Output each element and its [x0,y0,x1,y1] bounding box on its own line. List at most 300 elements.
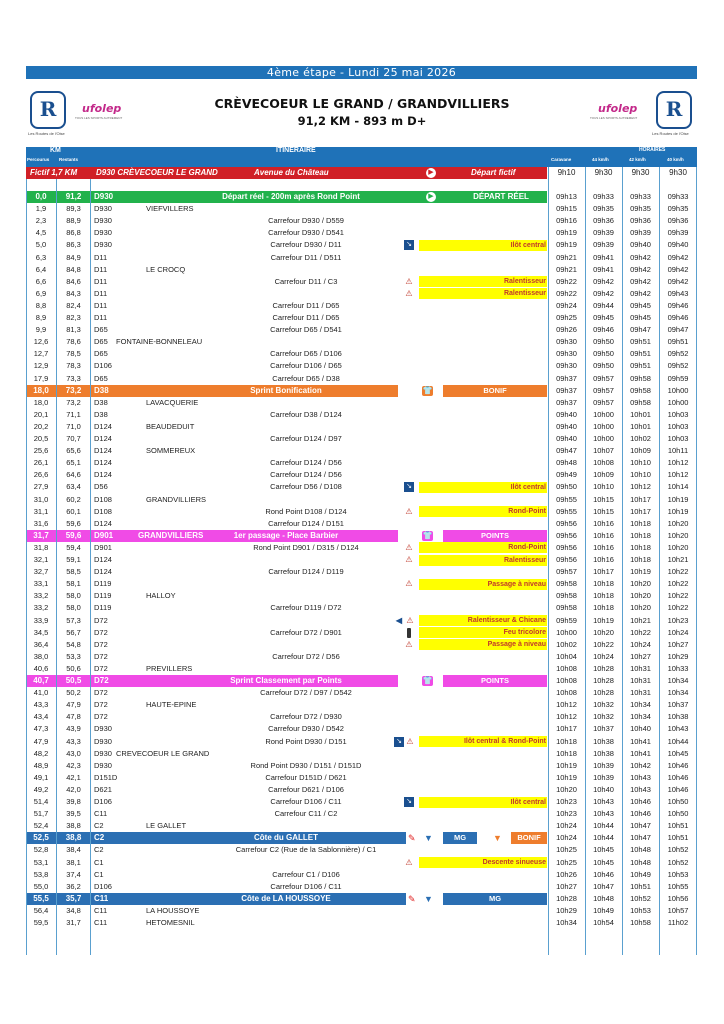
time-44kmh: 10h16 [593,542,614,552]
km-restants: 34,8 [66,905,81,915]
hazard-note: Ilôt central [419,240,547,251]
time-42kmh: 10h47 [630,833,651,843]
time-caravane: 10h25 [556,845,577,855]
km-restants: 38,1 [66,857,81,867]
time-42kmh: 09h58 [630,385,651,395]
time-42kmh: 09h42 [630,288,651,298]
bonif-box: BONIF [511,832,547,844]
km-restants: 31,7 [66,918,81,927]
km-restants: 47,8 [66,712,81,722]
km-restants: 43,0 [66,748,81,758]
time-42kmh: 10h20 [630,591,651,601]
time-40kmh: 10h46 [667,772,689,782]
km-percourus: 51,7 [33,809,49,819]
time-42kmh: 10h46 [630,797,651,806]
time-44kmh: 10h54 [593,918,614,927]
road-code: D11 [94,264,108,274]
road-code: D65 [94,325,108,335]
time-44kmh: 09h44 [593,300,614,310]
time-44kmh: 10h43 [593,797,614,806]
time-caravane: 10h08 [556,676,577,685]
warning-triangle-icon: ⚠ [406,615,414,625]
itinerary-label: Sprint Bonification [250,385,322,395]
time-caravane: 10h18 [556,736,577,746]
km-percourus: 43,4 [33,712,49,722]
road-code: D124 [94,555,112,564]
time-40kmh: 10h03 [667,409,689,419]
time-40kmh: 09h59 [667,373,689,383]
time-44kmh: 10h18 [593,603,614,613]
time-44kmh: 10h16 [593,518,614,528]
table-row [26,651,697,663]
locality: GRANDVILLIERS [138,530,204,540]
km-restants: 73,2 [65,385,82,395]
time-42kmh: 09h47 [630,325,651,335]
speed44-header: 44 km/h [592,157,609,162]
time-caravane: 10h26 [556,869,577,879]
itinerary-label: Carrefour D930 / D559 [268,216,344,226]
km-restants: 42,1 [66,772,81,782]
km-percourus: 48,9 [33,760,49,770]
itinerary-label: Carrefour D930 / D542 [268,724,344,734]
time-42kmh: 10h12 [630,482,651,492]
time-40kmh: 10h52 [667,857,689,867]
time-42kmh: 09h45 [630,313,651,322]
road-code: C11 [94,905,108,915]
km-percourus: 4,5 [35,228,47,238]
time-40kmh: 10h34 [667,676,689,685]
km-restants: 53,3 [66,651,81,661]
km-restants: 38,8 [66,821,81,831]
km-restants: 84,3 [66,288,81,298]
km-restants: 91,2 [65,192,82,201]
central-island-icon: ↘ [394,737,404,747]
table-row [26,723,697,735]
itinerary-label: Carrefour D11 / D511 [270,252,342,262]
time-caravane: 09h47 [556,446,577,456]
road-code: D124 [94,434,112,443]
table-row [26,590,697,602]
table-row [26,481,697,493]
time-caravane: 10h12 [556,700,577,710]
km-restants: 58,0 [66,591,81,601]
warning-triangle-icon: ⚠ [405,639,413,649]
road-code: D108 [94,506,112,516]
km-restants: 84,6 [66,276,81,286]
time-caravane: 09h40 [556,409,577,419]
table-row [26,227,697,239]
road-code: D930 [94,724,112,734]
itinerary-label: Rond Point D901 / D315 / D124 [253,542,359,552]
road-code: D151D [94,772,118,782]
time-40kmh: 10h50 [667,809,689,819]
table-row [26,566,697,578]
road-code: D124 [94,470,112,480]
time-44kmh: 09h50 [593,361,614,371]
hazard-note: Descente sinueuse [419,857,547,868]
road-code: D38 [94,385,109,395]
time-40kmh: 10h44 [667,736,689,746]
time-40kmh: 10h38 [667,712,689,722]
km-percourus: 2,3 [35,216,47,226]
time-42kmh: 10h02 [630,434,651,443]
time-44kmh: 10h09 [593,470,614,480]
time-44kmh: 10h16 [593,555,614,564]
table-row [26,844,697,856]
time-caravane: 09h57 [556,567,577,577]
climb-icon: ✎ [408,893,416,904]
logo-right: R [656,91,692,129]
itinerary-label: Carrefour D124 / D119 [268,567,344,577]
road-code: D930 [94,736,112,746]
table-row [26,760,697,772]
time-caravane: 09h56 [556,542,577,552]
hazard-note: Ilôt central [419,482,547,493]
table-row [26,348,697,360]
fictif-km: Fictif 1,7 KM [30,168,78,177]
km-restants: 43,3 [66,736,81,746]
road-code: D72 [94,712,108,722]
time-42kmh: 10h43 [630,772,651,782]
time-42kmh: 09h39 [630,228,651,238]
locality: GRANDVILLIERS [146,494,207,504]
locality: HAUTE-EPINE [146,700,197,710]
time-caravane: 10h17 [556,724,577,734]
road-code: D930 [94,760,112,770]
time-44kmh: 10h49 [593,905,614,915]
horaires-header: HORAIRES [639,147,666,153]
time-42kmh: 10h34 [630,712,651,722]
classification-box: BONIF [443,385,547,397]
table-row [26,409,697,421]
km-restants: 60,1 [66,506,81,516]
itinerary-label: Carrefour D106 / D65 [270,361,342,371]
table-row [26,905,697,917]
time-caravane: 09h50 [556,482,577,492]
road-code: D124 [94,458,112,468]
road-code: D11 [94,276,108,286]
time-44kmh: 09h57 [593,373,614,383]
itinerary-label: Rond Point D930 / D151 [265,736,347,746]
itinerary-label: Carrefour D11 / D65 [272,313,340,322]
time-40kmh: 10h45 [667,748,689,758]
road-code: D65 [94,349,108,359]
time-44kmh: 09h45 [593,313,614,322]
km-restants: 64,6 [66,470,81,480]
table-row [26,506,697,518]
road-code: D72 [94,639,108,649]
locality: SOMMEREUX [146,446,196,456]
table-row [26,518,697,530]
fictif-row [26,167,697,179]
km-header: KM [50,147,61,154]
time-42kmh: 10h24 [630,639,651,649]
itinerary-label: Carrefour D56 / D108 [270,482,342,492]
col-divider [90,179,91,955]
km-restants: 38,8 [65,833,82,843]
km-restants: 47,9 [66,700,81,710]
central-island-icon: ↘ [404,797,414,807]
km-restants: 50,2 [66,688,81,698]
road-code: D11 [94,313,108,322]
table-row [26,602,697,614]
time-40kmh: 09h42 [667,276,689,286]
km-percourus: 52,8 [33,845,49,855]
percourus-header: Percourus [27,157,50,162]
km-restants: 39,8 [66,797,81,806]
itinerary-label: Carrefour D106 / C11 [270,797,342,806]
time-caravane: 09h30 [556,337,577,347]
time-42kmh: 09h51 [630,349,651,359]
time-caravane: 09h19 [556,240,577,250]
warning-triangle-icon: ⚠ [405,288,413,298]
time-42kmh: 10h48 [630,845,651,855]
km-restants: 42,0 [66,784,81,794]
km-percourus: 6,9 [35,288,47,298]
itinerary-label: Carrefour D11 / C3 [274,276,338,286]
time-44kmh: 10h15 [593,506,614,516]
km-percourus: 0,0 [35,192,47,201]
page-title: CRÈVECOEUR LE GRAND / GRANDVILLIERS [214,96,510,111]
time-44kmh: 10h19 [593,615,614,625]
time-caravane: 09h24 [556,300,577,310]
fictif-time-caravane: 9h10 [557,168,576,177]
hazard-note: Ilôt central & Rond-Point [419,736,547,747]
time-44kmh: 10h15 [593,494,614,504]
km-percourus: 31,0 [33,494,49,504]
km-restants: 58,1 [66,579,81,589]
road-code: D72 [94,700,108,710]
time-44kmh: 10h40 [593,784,614,794]
km-restants: 56,7 [66,627,81,637]
km-restants: 78,3 [66,361,81,371]
road-code: D72 [94,663,108,673]
time-44kmh: 10h38 [593,736,614,746]
time-44kmh: 09h50 [593,349,614,359]
ufolep-tagline-right: TOUS LES SPORTS AUTREMENT [590,116,638,120]
caravane-header: Caravane [551,157,572,162]
time-44kmh: 09h39 [593,228,614,238]
time-44kmh: 09h42 [593,288,614,298]
km-restants: 38,4 [66,845,81,855]
road-code: D65 [94,337,108,347]
km-restants: 73,3 [66,373,81,383]
road-code: C11 [94,809,108,819]
time-42kmh: 10h52 [630,893,651,903]
classification-box: MG [443,893,547,905]
km-percourus: 56,4 [33,905,49,915]
time-40kmh: 10h19 [667,494,689,504]
time-40kmh: 10h19 [667,506,689,516]
fictif-time-40: 9h30 [669,168,687,177]
warning-triangle-icon: ⚠ [405,857,413,867]
table-row [26,433,697,445]
time-40kmh: 09h43 [667,288,689,298]
km-percourus: 43,3 [33,700,49,710]
km-percourus: 1,9 [35,204,47,214]
km-restants: 39,5 [66,809,81,819]
fictif-label: Départ fictif [471,168,516,177]
hazard-note: Passage à niveau [419,579,547,590]
time-caravane: 09h21 [556,264,577,274]
time-40kmh: 10h00 [667,397,689,407]
km-percourus: 6,3 [35,252,47,262]
road-code: D124 [94,567,112,577]
time-42kmh: 10h31 [630,663,651,673]
time-40kmh: 10h52 [667,845,689,855]
time-40kmh: 10h22 [667,567,689,577]
time-40kmh: 10h51 [667,821,689,831]
itinerary-label: Carrefour D930 / D11 [270,240,342,250]
table-row [26,772,697,784]
time-44kmh: 09h41 [593,264,614,274]
km-percourus: 5,0 [35,240,47,250]
time-caravane: 10h23 [556,797,577,806]
time-44kmh: 10h46 [593,869,614,879]
km-percourus: 41,0 [33,688,49,698]
time-caravane: 09h56 [556,518,577,528]
time-40kmh: 09h52 [667,349,689,359]
time-caravane: 09h40 [556,434,577,443]
fictif-street: Avenue du Château [254,168,329,177]
time-40kmh: 09h42 [667,252,689,262]
table-row [26,711,697,723]
time-40kmh: 10h20 [667,530,689,540]
itinerary-label: Carrefour C11 / C2 [274,809,338,819]
time-42kmh: 10h18 [630,518,651,528]
time-42kmh: 10h41 [630,736,651,746]
itinerary-label: Carrefour D72 / D97 / D542 [260,688,352,698]
table-row [26,336,697,348]
time-42kmh: 09h40 [630,240,651,250]
table-row [26,312,697,324]
table-header [26,147,697,167]
time-caravane: 10h19 [556,760,577,770]
km-percourus: 12,6 [33,337,49,347]
hazard-note: Ilôt central [419,797,547,808]
time-40kmh: 09h42 [667,264,689,274]
hazard-note: Feu tricolore [419,627,547,638]
col-divider [56,179,57,955]
km-percourus: 55,5 [33,893,49,903]
time-44kmh: 10h00 [593,421,614,431]
time-42kmh: 10h22 [630,627,651,637]
time-caravane: 10h12 [556,712,577,722]
km-percourus: 33,9 [33,615,49,625]
km-percourus: 17,9 [33,373,49,383]
ufolep-logo-right: ufolep [598,102,638,115]
km-percourus: 52,4 [33,821,49,831]
classification-box: POINTS [443,675,547,687]
table-row [26,663,697,675]
km-restants: 73,2 [66,397,81,407]
km-percourus: 20,2 [33,421,49,431]
play-icon: ▶ [426,192,436,202]
box-label: DÉPART RÉEL [473,192,529,201]
km-restants: 59,6 [66,518,81,528]
road-code: D901 [94,542,112,552]
itinerary-label: Carrefour D151D / D621 [265,772,347,782]
time-40kmh: 10h21 [667,555,689,564]
time-40kmh: 10h50 [667,797,689,806]
time-44kmh: 10h44 [593,833,614,843]
time-40kmh: 09h35 [667,204,689,214]
classification-box: POINTS [443,530,547,542]
km-percourus: 6,4 [35,264,47,274]
locality: LE GALLET [146,821,187,831]
time-40kmh: 10h43 [667,724,689,734]
time-caravane: 09h49 [556,470,577,480]
time-44kmh: 10h47 [593,881,614,891]
table-row [26,203,697,215]
time-caravane: 10h00 [556,627,577,637]
col-divider [659,167,660,955]
itinerary-label: Carrefour D72 / D901 [270,627,342,637]
locality: BEAUDEDUIT [146,421,195,431]
time-44kmh: 10h10 [593,482,614,492]
time-40kmh: 09h40 [667,240,689,250]
km-restants: 81,3 [66,325,81,335]
col-divider [26,179,27,955]
km-restants: 78,6 [66,337,81,347]
time-40kmh: 10h11 [667,446,689,456]
road-code: D72 [94,676,109,685]
road-code: C11 [94,893,109,903]
col-divider [622,167,623,955]
warning-triangle-icon: ⚠ [405,276,413,286]
time-44kmh: 09h46 [593,325,614,335]
warning-triangle-icon: ⚠ [405,555,413,564]
km-restants: 88,9 [66,216,81,226]
time-40kmh: 09h33 [667,192,689,201]
km-percourus: 31,7 [33,530,49,540]
road-code: D38 [94,409,108,419]
time-44kmh: 10h48 [593,893,614,903]
time-caravane: 09h22 [556,276,577,286]
time-40kmh: 10h14 [667,482,689,492]
km-restants: 89,3 [66,204,81,214]
km-percourus: 12,7 [33,349,49,359]
table-row [26,252,697,264]
time-caravane: 09h15 [556,204,577,214]
warning-triangle-icon: ⚠ [406,736,414,746]
time-42kmh: 10h34 [630,700,651,710]
road-code: D901 [94,530,114,540]
climb-icon: ✎ [408,833,416,844]
central-island-icon: ↘ [404,240,414,250]
km-restants: 60,2 [66,494,81,504]
table-row [26,288,697,300]
fictif-road-town: D930 CRÈVECOEUR LE GRAND [96,168,218,177]
time-42kmh: 10h47 [630,821,651,831]
road-code: D72 [94,627,108,637]
logo-left-caption: Les Routes de l'Oise [28,131,65,136]
road-code: D65 [94,373,108,383]
time-42kmh: 10h58 [630,918,651,927]
time-44kmh: 10h28 [593,676,614,685]
km-restants: 58,0 [66,603,81,613]
km-percourus: 18,0 [33,385,49,395]
time-42kmh: 10h20 [630,603,651,613]
table-row [26,191,697,203]
itineraire-header: ITINERAIRE [276,147,316,154]
road-code: D56 [94,482,108,492]
time-40kmh: 10h24 [667,627,689,637]
km-percourus: 33,2 [33,591,49,601]
time-42kmh: 09h58 [630,373,651,383]
time-44kmh: 10h08 [593,458,614,468]
time-40kmh: 10h12 [667,458,689,468]
